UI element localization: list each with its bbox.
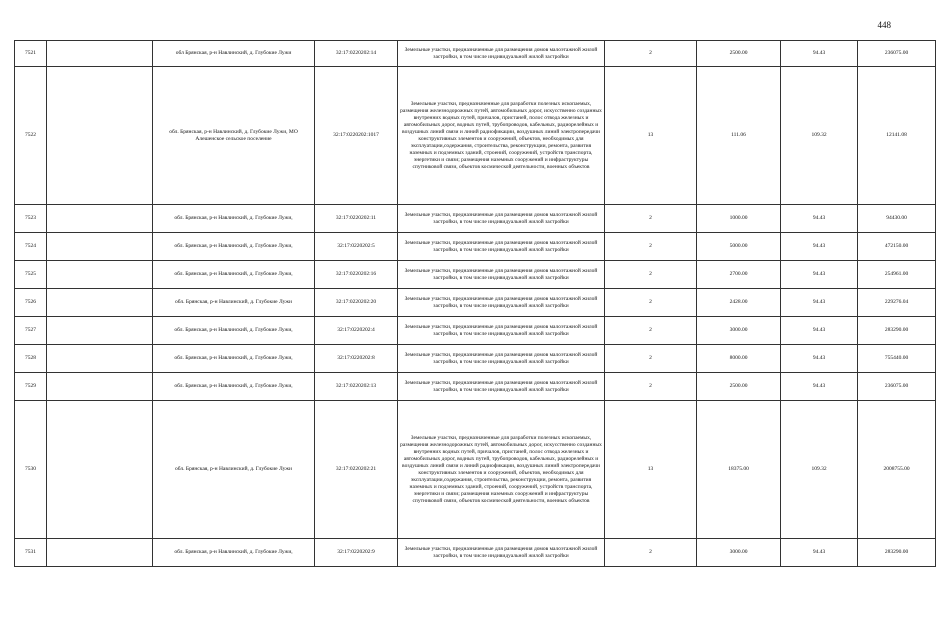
empty-column: [47, 261, 153, 289]
table-row: [15, 373, 936, 401]
land-registry-table: [14, 40, 936, 567]
cost-cell: 12141.08: [858, 67, 936, 205]
land-use-cell: Земельные участки, предназначенные для размещения домов малоэтажной жилой застройки, в том числе индивидуальной жилой застройки: [398, 317, 605, 345]
category-cell: 2: [605, 289, 697, 317]
empty-column: [47, 539, 153, 567]
row-id: 7531: [15, 539, 47, 567]
cost-cell: 236075.00: [858, 373, 936, 401]
rate-cell: 94.43: [781, 41, 858, 67]
row-id: 7529: [15, 373, 47, 401]
area-cell: 2700.00: [697, 261, 781, 289]
table-row: [15, 401, 936, 539]
category-cell: 13: [605, 67, 697, 205]
address-cell: обл. Брянская, р-н Навлинский, д. Глубокие Лужи, МО Алешенское сельское поселение: [153, 67, 315, 205]
row-id: 7526: [15, 289, 47, 317]
table-row: [15, 317, 936, 345]
area-cell: 2500.00: [697, 41, 781, 67]
land-use-cell: Земельные участки, предназначенные для размещения домов малоэтажной жилой застройки, в том числе индивидуальной жилой застройки: [398, 373, 605, 401]
address-cell: обл. Брянская, р-н Навлинский, д. Глубокие Лужи,: [153, 539, 315, 567]
cadastral-number: 32:17:0220202:5: [315, 233, 398, 261]
cadastral-number: 32:17:0220202:13: [315, 373, 398, 401]
empty-column: [47, 401, 153, 539]
category-cell: 2: [605, 539, 697, 567]
address-cell: обл. Брянская, р-н Навлинский, д. Глубокие Лужи,: [153, 373, 315, 401]
cost-cell: 283290.00: [858, 317, 936, 345]
row-id: 7525: [15, 261, 47, 289]
cost-cell: 755440.00: [858, 345, 936, 373]
rate-cell: 94.43: [781, 345, 858, 373]
land-use-cell: Земельные участки, предназначенные для размещения домов малоэтажной жилой застройки, в том числе индивидуальной жилой застройки: [398, 41, 605, 67]
empty-column: [47, 41, 153, 67]
cost-cell: 472150.00: [858, 233, 936, 261]
area-cell: 18375.00: [697, 401, 781, 539]
cadastral-number: 32:17:0220202:9: [315, 539, 398, 567]
empty-column: [47, 345, 153, 373]
address-cell: обл. Брянская, р-н Навлинский, д. Глубокие Лужи: [153, 289, 315, 317]
cadastral-number: 32:17:0220202:1017: [315, 67, 398, 205]
table-row: [15, 41, 936, 67]
row-id: 7524: [15, 233, 47, 261]
cadastral-number: 32:17:0220202:4: [315, 317, 398, 345]
cadastral-number: 32:17:0220202:11: [315, 205, 398, 233]
area-cell: 2428.00: [697, 289, 781, 317]
category-cell: 2: [605, 261, 697, 289]
rate-cell: 94.43: [781, 539, 858, 567]
table-row: [15, 261, 936, 289]
cost-cell: 236075.00: [858, 41, 936, 67]
row-id: 7523: [15, 205, 47, 233]
address-cell: обл Брянская, р-н Навлинский, д. Глубокие Лужи: [153, 41, 315, 67]
table-row: [15, 289, 936, 317]
cadastral-number: 32:17:0220202:14: [315, 41, 398, 67]
land-use-cell: Земельные участки, предназначенные для разработки полезных ископаемых, размещения железнодорожных путей, автомобильных дорог, искусственно созданных внутренних водных путей, причалов, пристаней, полос отвода железных и автомобильных дорог, водных путей, трубопроводов, кабельных, радиорелейных и воздушных линий связи и линий радиофикации, воздушных линий электропередачи конструктивных элементов и сооружений, объектов, необходимых для эксплуатации,содержания, строительства, реконструкции, ремонта, развития наземных и подземных зданий, строений, сооружений, устройств транспорта, энергетики и связи; размещения наземных сооружений и инфраструктуры спутниковой связи, объектов космической деятельности, военных объектов: [398, 401, 605, 539]
cost-cell: 2008755.00: [858, 401, 936, 539]
address-cell: обл. Брянская, р-н Навлинский, д. Глубокие Лужи,: [153, 317, 315, 345]
land-use-cell: Земельные участки, предназначенные для размещения домов малоэтажной жилой застройки, в том числе индивидуальной жилой застройки: [398, 233, 605, 261]
cadastral-number: 32:17:0220202:16: [315, 261, 398, 289]
category-cell: 2: [605, 233, 697, 261]
area-cell: 111.06: [697, 67, 781, 205]
row-id: 7528: [15, 345, 47, 373]
area-cell: 2500.00: [697, 373, 781, 401]
empty-column: [47, 317, 153, 345]
rate-cell: 109.32: [781, 401, 858, 539]
empty-column: [47, 205, 153, 233]
page-number: 448: [877, 20, 891, 30]
category-cell: 2: [605, 205, 697, 233]
cadastral-number: 32:17:0220202:21: [315, 401, 398, 539]
area-cell: 1000.00: [697, 205, 781, 233]
land-use-cell: Земельные участки, предназначенные для размещения домов малоэтажной жилой застройки, в том числе индивидуальной жилой застройки: [398, 289, 605, 317]
cost-cell: 94430.00: [858, 205, 936, 233]
category-cell: 13: [605, 401, 697, 539]
address-cell: обл. Брянская, р-н Навлинский, д. Глубокие Лужи,: [153, 261, 315, 289]
cost-cell: 229276.04: [858, 289, 936, 317]
rate-cell: 109.32: [781, 67, 858, 205]
area-cell: 5000.00: [697, 233, 781, 261]
cost-cell: 283290.00: [858, 539, 936, 567]
rate-cell: 94.43: [781, 317, 858, 345]
land-use-cell: Земельные участки, предназначенные для размещения домов малоэтажной жилой застройки, в том числе индивидуальной жилой застройки: [398, 539, 605, 567]
empty-column: [47, 67, 153, 205]
category-cell: 2: [605, 373, 697, 401]
area-cell: 8000.00: [697, 345, 781, 373]
cadastral-number: 32:17:0220202:20: [315, 289, 398, 317]
rate-cell: 94.43: [781, 373, 858, 401]
address-cell: обл. Брянская, р-н Навлинский, д. Глубокие Лужи,: [153, 345, 315, 373]
category-cell: 2: [605, 345, 697, 373]
rate-cell: 94.43: [781, 289, 858, 317]
category-cell: 2: [605, 41, 697, 67]
table-row: [15, 205, 936, 233]
rate-cell: 94.43: [781, 205, 858, 233]
land-use-cell: Земельные участки, предназначенные для разработки полезных ископаемых, размещения железнодорожных путей, автомобильных дорог, искусственно созданных внутренних водных путей, причалов, пристаней, полос отвода железных и автомобильных дорог, водных путей, трубопроводов, кабельных, радиорелейных и воздушных линий связи и линий радиофикации, воздушных линий электропередачи конструктивных элементов и сооружений, объектов, необходимых для эксплуатации,содержания, строительства, реконструкции, ремонта, развития наземных и подземных зданий, строений, сооружений, устройств транспорта, энергетики и связи; размещения наземных сооружений и инфраструктуры спутниковой связи, объектов космической деятельности, военных объектов: [398, 67, 605, 205]
rate-cell: 94.43: [781, 233, 858, 261]
area-cell: 3000.00: [697, 539, 781, 567]
row-id: 7530: [15, 401, 47, 539]
address-cell: обл. Брянская, р-н Навлинский, д. Глубокие Лужи: [153, 401, 315, 539]
empty-column: [47, 373, 153, 401]
row-id: 7521: [15, 41, 47, 67]
category-cell: 2: [605, 317, 697, 345]
land-use-cell: Земельные участки, предназначенные для размещения домов малоэтажной жилой застройки, в том числе индивидуальной жилой застройки: [398, 345, 605, 373]
address-cell: обл. Брянская, р-н Навлинский, д. Глубокие Лужи,: [153, 233, 315, 261]
table-row: [15, 539, 936, 567]
land-use-cell: Земельные участки, предназначенные для размещения домов малоэтажной жилой застройки, в том числе индивидуальной жилой застройки: [398, 205, 605, 233]
row-id: 7522: [15, 67, 47, 205]
empty-column: [47, 289, 153, 317]
table-row: [15, 345, 936, 373]
cost-cell: 254961.00: [858, 261, 936, 289]
table-row: [15, 233, 936, 261]
row-id: 7527: [15, 317, 47, 345]
rate-cell: 94.43: [781, 261, 858, 289]
area-cell: 3000.00: [697, 317, 781, 345]
address-cell: обл. Брянская, р-н Навлинский, д. Глубокие Лужи,: [153, 205, 315, 233]
land-use-cell: Земельные участки, предназначенные для размещения домов малоэтажной жилой застройки, в том числе индивидуальной жилой застройки: [398, 261, 605, 289]
empty-column: [47, 233, 153, 261]
cadastral-number: 32:17:0220202:8: [315, 345, 398, 373]
table-row: [15, 67, 936, 205]
